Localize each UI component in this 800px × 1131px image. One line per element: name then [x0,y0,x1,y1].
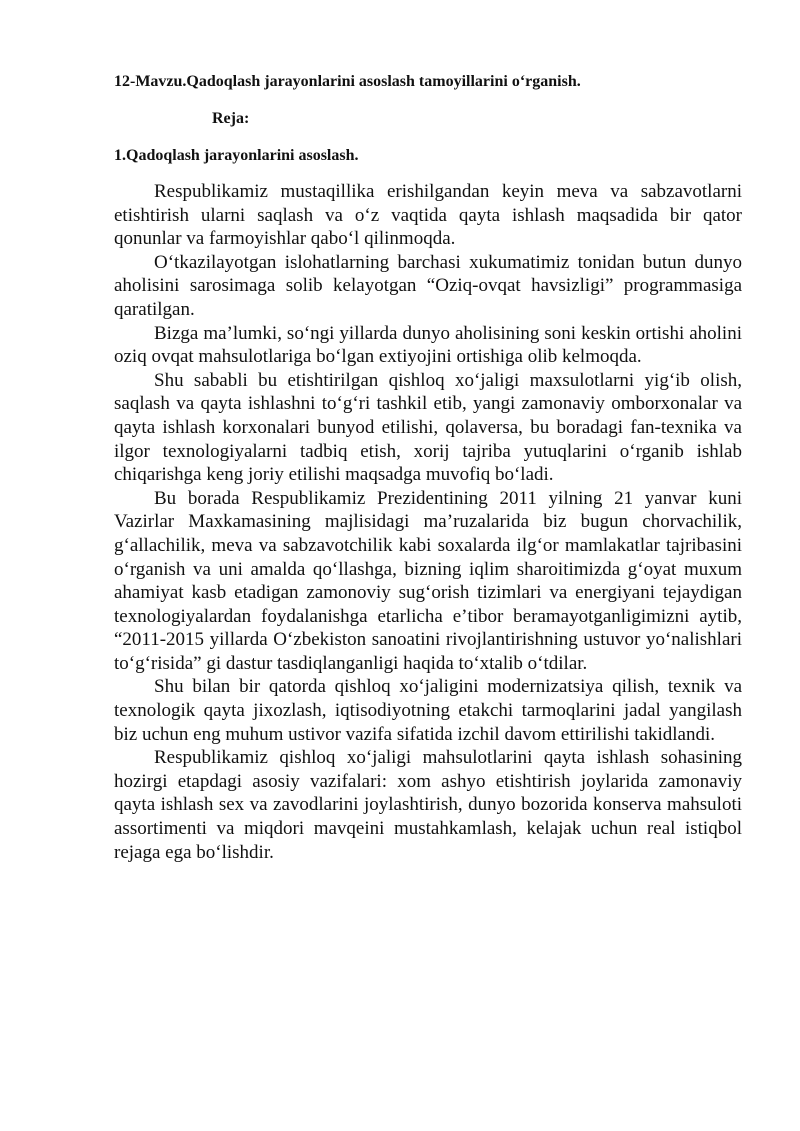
paragraph: Bizga maʼlumki, soʻngi yillarda dunyo aholisining soni keskin ortishi aholini oziq ovqat mahsulotlariga boʻlgan extiyojini ortishiga olib kelmoqda. [114,322,742,368]
paragraph: Bu borada Respublikamiz Prezidentining 2011 yilning 21 yanvar kuni Vazirlar Maxkamasining majlisidagi maʼruzalarida biz bugun chorvachilik, gʻallachilik, meva va sabzavotchilik kabi soxalarda ilgʻor mamlakatlar tajribasini oʻrganish va uni amalda qoʻllashga, bizning iqlim sharoitimizda gʻoyat muxum ahamiyat kasb etadigan zamonoviy sugʻorish tizimlari va energiyani tejaydigan texnologiyalardan foydalanishga etarlicha eʼtibor beramayotganligimizni aytib, “2011-2015 yillarda Oʻzbekiston sanoatini rivojlantirishning ustuvor yoʻnalishlari toʻgʻrisida” gi dastur tasdiqlanganligi haqida toʻxtalib oʻtdilar. [114,487,742,674]
document-page [114,72,742,864]
section-heading: 1.Qadoqlash jarayonlarini asoslash. [114,147,359,164]
paragraph: Respublikamiz mustaqillika erishilgandan keyin meva va sabzavotlarni etishtirish ularni saqlash va oʻz vaqtida qayta ishlash maqsadida bir qator qonunlar va farmoyishlar qaboʻl qilinmoqda. [114,181,742,250]
document-body [114,180,742,864]
paragraph: Oʻtkazilayotgan islohatlarning barchasi xukumatimiz tonidan butun dunyo aholisini sarosimaga solib kelayotgan “Oziq-ovqat havsizligi” programmasiga qaratilgan. [114,251,742,320]
paragraph: Shu sababli bu etishtirilgan qishloq xoʻjaligi maxsulotlarni yigʻib olish, saqlash va qayta ishlashni toʻgʻri tashkil etib, yangi zamonaviy omborxonalar va qayta ishlash korxonalari bunyod etilishi, qolaversa, bu boradagi fan-texnika va ilgor texnologiyalarni tadbiq etish, xorij tajriba yutuqlarini oʻrganib ishlab chiqarishga keng joriy etilishi maqsadga muvofiq boʻladi. [114,369,742,486]
paragraph: Shu bilan bir qatorda qishloq xoʻjaligini modernizatsiya qilish, texnik va texnologik qayta jixozlash, iqtisodiyotning etakchi tarmoqlarini jadal yangilash biz uchun eng muhum ustivor vazifa sifatida izchil davom ettirilishi takidlandi. [114,676,742,745]
document-title: 12-Mavzu.Qadoqlash jarayonlarini asoslash tamoyillarini oʻrganish. [114,73,581,90]
paragraph: Respublikamiz qishloq xoʻjaligi mahsulotlarini qayta ishlash sohasining hozirgi etapdagi asosiy vazifalari: xom ashyo etishtirish joylarida zamonaviy qayta ishlash sex va zavodlarini joylashtirish, dunyo bozorida konserva mahsuloti assortimenti va miqdori mavqeini mustahkamlash, kelajak uchun real istiqbol rejaga ega boʻlishdir. [114,747,742,863]
plan-label: Reja: [212,110,250,127]
